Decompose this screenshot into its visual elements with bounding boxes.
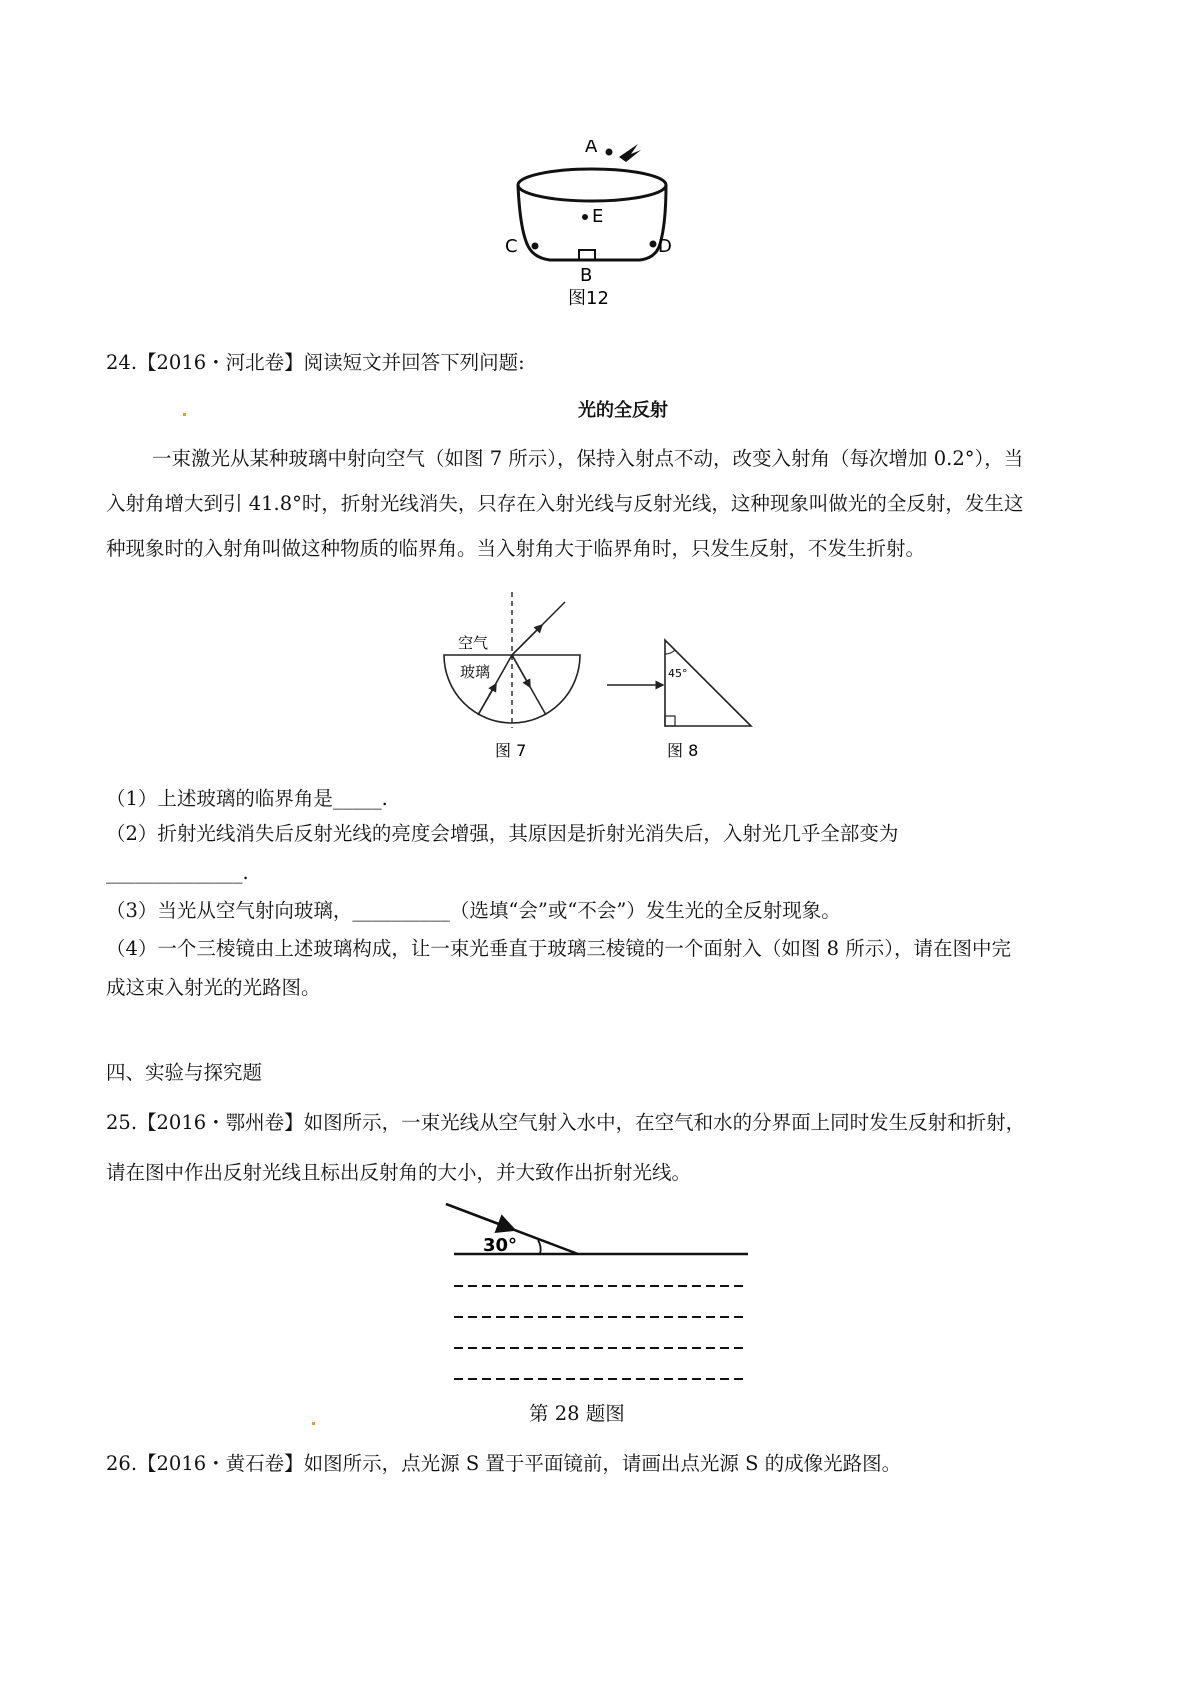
- eye-icon: [619, 144, 641, 162]
- right-angle-mark: [665, 716, 675, 726]
- incident-ray-arrow: [446, 1204, 512, 1229]
- q25-diagram: [440, 1196, 760, 1396]
- glass-label: 玻璃: [460, 663, 491, 681]
- angle-arc: [538, 1240, 541, 1254]
- angle-30-label: 30°: [483, 1235, 518, 1256]
- q24-sub-3: （3）当光从空气射向玻璃，__________（选填“会”或“不会”）发生光的全反射现象。: [106, 899, 841, 922]
- air-label: 空气: [458, 634, 489, 652]
- prism-triangle: [665, 640, 751, 726]
- figure-8-caption: 图 8: [667, 741, 699, 760]
- article-title: 光的全反射: [578, 400, 668, 421]
- label-d: D: [658, 236, 672, 257]
- label-c: C: [505, 236, 518, 257]
- q24-paragraph-line-1: 一束激光从某种玻璃中射向空气（如图 7 所示），保持入射点不动，改变入射角（每次增加 0.2°），当: [152, 447, 1024, 470]
- bowl-rim: [518, 169, 666, 201]
- angle-45-label: 45°: [668, 667, 688, 680]
- q24-sub-2: （2）折射光线消失后反射光线的亮度会增强，其原因是折射光消失后，入射光几乎全部变为: [106, 822, 899, 845]
- figure-7-caption: 图 7: [495, 741, 527, 760]
- figure-12-bowl-diagram: [500, 140, 710, 340]
- label-b: B: [580, 265, 593, 286]
- q24-paragraph-line-2: 入射角增大到引 41.8°时，折射光线消失，只存在入射光线与反射光线，这种现象叫做光的全反射，发生这: [106, 492, 1024, 515]
- label-e: E: [592, 206, 604, 227]
- point-c: [532, 243, 539, 250]
- q24-sub-4-line-1: （4）一个三棱镜由上述玻璃构成，让一束光垂直于玻璃三棱镜的一个面射入（如图 8 所示），请在图中完: [106, 937, 1011, 960]
- q25-figure-caption: 第 28 题图: [529, 1402, 625, 1425]
- q25-line-2: 请在图中作出反射光线且标出反射角的大小，并大致作出折射光线。: [106, 1161, 692, 1184]
- q25-line-1: 25.【2016・鄂州卷】如图所示，一束光线从空气射入水中，在空气和水的分界面上同时发生反射和折射，: [106, 1111, 1026, 1134]
- angle-arc: [665, 650, 675, 654]
- q24-paragraph-line-3: 种现象时的入射角叫做这种物质的临界角。当入射角大于临界角时，只发生反射，不发生折射。: [106, 537, 926, 560]
- figure-7-diagram: [430, 588, 600, 768]
- decorative-dot-2: [312, 1422, 315, 1425]
- decorative-dot: [183, 413, 186, 416]
- section-4-title: 四、实验与探究题: [106, 1061, 263, 1084]
- point-d: [650, 241, 657, 248]
- q24-sub-1: （1）上述玻璃的临界角是_____.: [106, 787, 388, 810]
- incident-ray-arrow: [478, 684, 496, 715]
- figure-8-diagram: [605, 630, 755, 768]
- figure-12-caption: 图12: [568, 288, 609, 309]
- point-a: [606, 149, 613, 156]
- point-e: [582, 214, 588, 220]
- label-a: A: [585, 140, 598, 157]
- refracted-ray-arrow: [512, 625, 542, 655]
- reflected-ray-arrow: [512, 655, 530, 687]
- q24-sub-2-blank: ______________.: [106, 861, 249, 884]
- q24-heading: 24.【2016・河北卷】阅读短文并回答下列问题:: [106, 351, 525, 374]
- q24-sub-4-line-2: 成这束入射光的光路图。: [106, 976, 321, 999]
- q26-line-1: 26.【2016・黄石卷】如图所示，点光源 S 置于平面镜前，请画出点光源 S 的成像光路图。: [106, 1452, 902, 1475]
